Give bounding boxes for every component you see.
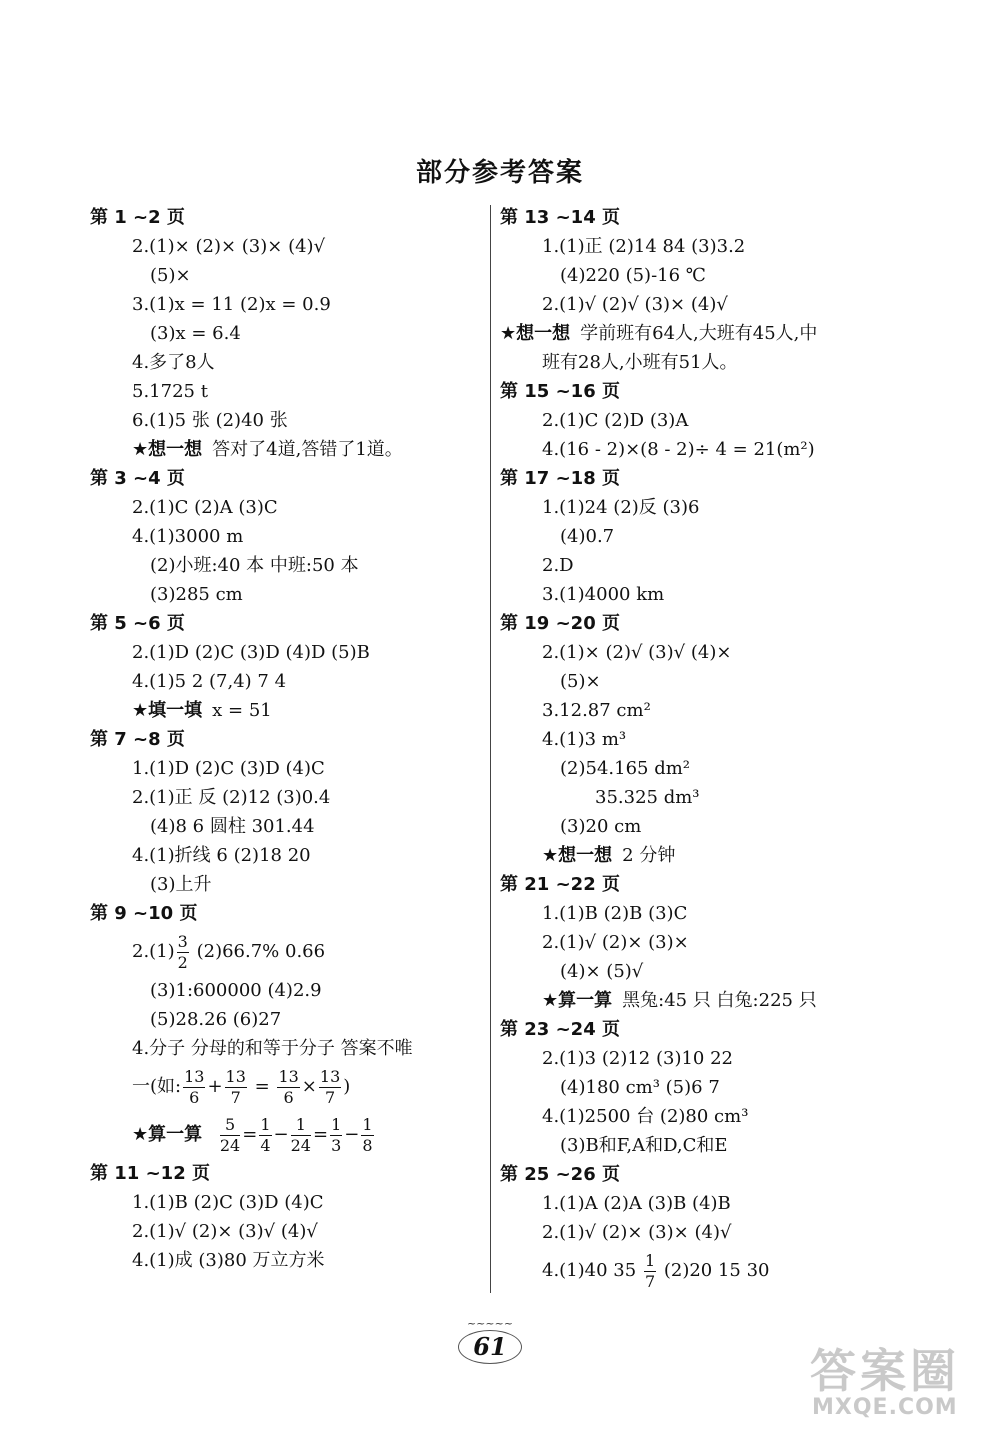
bonus-label: ★算一算: [132, 1124, 203, 1145]
numerator: 1: [362, 1114, 373, 1134]
answer-line: 1.(1)正 (2)14 84 (3)3.2: [542, 236, 746, 257]
answer-line: (3)20 cm: [560, 816, 642, 837]
denominator: 24: [219, 1135, 241, 1155]
page-title: 部分参考答案: [415, 158, 584, 188]
answer-line: (4)× (5)√: [560, 961, 644, 982]
bonus-label: ★填一填: [132, 700, 203, 721]
answer-line: (3)285 cm: [150, 584, 243, 605]
answer-line: 2.(1)正 反 (2)12 (3)0.4: [132, 787, 331, 808]
answer-line: 5.1725 t: [132, 381, 208, 402]
section-heading: 第 7 ~8 页: [90, 729, 185, 750]
answer-line: (3)x = 6.4: [150, 323, 241, 344]
answer-line: 2.(1)D (2)C (3)D (4)D (5)B: [132, 642, 370, 663]
bonus-text: 学前班有64人,大班有45人,中: [580, 323, 818, 344]
answer-line: 4.(1)3000 m: [132, 526, 244, 547]
page-number-badge: [455, 1318, 525, 1368]
answer-line: (2)54.165 dm²: [560, 758, 691, 779]
answer-line: (3)上升: [150, 874, 212, 895]
answer-line: 2.(1)√ (2)× (3)√ (4)√: [132, 1221, 318, 1242]
answer-line: 4.(1)折线 6 (2)18 20: [132, 845, 311, 866]
bonus-label: ★想一想: [542, 845, 613, 866]
answer-line: 1.(1)A (2)A (3)B (4)B: [542, 1193, 731, 1214]
denominator: 6: [283, 1087, 294, 1107]
numerator: 13: [278, 1066, 299, 1086]
answer-suffix: (2)66.7% 0.66: [196, 941, 326, 962]
answer-line: (2)小班:40 本 中班:50 本: [150, 555, 359, 576]
section-heading: 第 19 ~20 页: [500, 613, 620, 634]
numerator: 13: [319, 1066, 341, 1086]
answer-line: 4.(16 - 2)×(8 - 2)÷ 4 = 21(m²): [542, 439, 815, 460]
answer-line: (3)B和F,A和D,C和E: [560, 1135, 728, 1156]
answer-line: 1.(1)D (2)C (3)D (4)C: [132, 758, 325, 779]
fraction: [330, 1114, 342, 1155]
denominator: 2: [177, 952, 188, 972]
answer-line-fraction: [500, 1247, 920, 1295]
denominator: 7: [324, 1087, 336, 1107]
numerator: 5: [220, 1117, 240, 1136]
numerator: 13: [225, 1066, 246, 1086]
section-heading: 第 1 ~2 页: [90, 207, 185, 228]
answer-line: (5)28.26 (6)27: [150, 1009, 282, 1030]
section-heading: 第 15 ~16 页: [500, 381, 620, 402]
fraction: [183, 1066, 205, 1107]
answer-line: 4.多了8人: [132, 352, 215, 373]
answer-line: 2.(1)× (2)√ (3)√ (4)×: [542, 642, 732, 663]
left-column: [90, 203, 510, 1275]
bonus-text-continued: 班有28人,小班有51人。: [542, 352, 738, 373]
answer-line: 4.(1)3 m³: [542, 729, 627, 750]
answer-line: 2.(1)√ (2)× (3)× (4)√: [542, 1222, 732, 1243]
fraction: [219, 1114, 241, 1155]
answer-line: 4.分子 分母的和等于分子 答案不唯: [132, 1038, 413, 1059]
denominator: 7: [230, 1087, 241, 1107]
answer-line: 6.(1)5 张 (2)40 张: [132, 410, 288, 431]
answer-line: 2.(1)√ (2)× (3)×: [542, 932, 689, 953]
answer-line: (3)1:600000 (4)2.9: [150, 980, 322, 1001]
answer-line: 2.D: [542, 555, 574, 576]
answer-line: (5)×: [560, 671, 601, 692]
answer-line: 2.(1)√ (2)√ (3)× (4)√: [542, 294, 728, 315]
bonus-answer: ★算一算 $\frac{5}{24}$ = $\frac{1}{4}$ − $\frac{1}{24}$ = $\frac{1}{3}$ − $\frac{1}{8}$: [132, 1114, 373, 1155]
bonus-label: ★算一算: [542, 990, 613, 1011]
bonus-answer: [90, 435, 510, 464]
watermark-logo: 答案圈: [810, 1344, 960, 1398]
section-heading: 第 5 ~6 页: [90, 613, 185, 634]
denominator: 24: [290, 1135, 311, 1155]
fraction: [361, 1114, 373, 1155]
answer-line: 3.(1)4000 km: [542, 584, 665, 605]
answer-line: 4.(1)2500 台 (2)80 cm³: [542, 1106, 749, 1127]
section-heading: 第 17 ~18 页: [500, 468, 620, 489]
bonus-answer: [90, 696, 510, 725]
right-column: [500, 203, 920, 1295]
fraction: [644, 1250, 656, 1291]
bonus-answer: [500, 841, 920, 870]
answer-line: (5)×: [150, 265, 191, 286]
bonus-label: ★想一想: [500, 323, 571, 344]
bonus-label: ★想一想: [132, 439, 203, 460]
section-heading: 第 11 ~12 页: [90, 1163, 210, 1184]
numerator: 1: [260, 1114, 271, 1134]
bonus-text: 黑兔:45 只 白兔:225 只: [622, 990, 817, 1011]
answer-line: (4)0.7: [560, 526, 615, 547]
denominator: 3: [331, 1135, 342, 1155]
answer-line: 1.(1)24 (2)反 (3)6: [542, 497, 700, 518]
fraction: [177, 931, 189, 972]
answer-line-fraction: [90, 928, 510, 976]
answer-line: (4)220 (5)-16 ℃: [560, 265, 706, 286]
bonus-text: 2 分钟: [622, 845, 676, 866]
answer-line: (4)8 6 圆柱 301.44: [150, 816, 315, 837]
answer-prefix: 4.(1)40 35: [542, 1260, 637, 1281]
numerator: 1: [291, 1117, 311, 1136]
section-heading: 第 13 ~14 页: [500, 207, 620, 228]
answer-line-fraction-equation: 一(如: $\frac{13}{6}$ + $\frac{13}{7}$ = $\frac{13}{6}$ × $\frac{13}{7}$ ): [132, 1066, 351, 1107]
numerator: 1: [331, 1114, 342, 1134]
page-ornament: ~~~~~: [466, 1317, 514, 1330]
bonus-text: 答对了4道,答错了1道。: [212, 439, 403, 460]
answer-line: (4)180 cm³ (5)6 7: [560, 1077, 720, 1098]
bonus-answer: [500, 319, 920, 348]
denominator: 7: [644, 1271, 656, 1291]
numerator: 1: [644, 1250, 656, 1270]
section-heading: 第 25 ~26 页: [500, 1164, 620, 1185]
answer-line: 4.(1)5 2 (7,4) 7 4: [132, 671, 287, 692]
page-number: 61: [458, 1330, 522, 1364]
fraction: [319, 1066, 341, 1107]
answer-line: 3.(1)x = 11 (2)x = 0.9: [132, 294, 331, 315]
numerator: 3: [177, 931, 188, 951]
denominator: 8: [362, 1135, 373, 1155]
answer-suffix: ): [343, 1076, 351, 1097]
fraction: [259, 1114, 271, 1155]
section-heading: 第 23 ~24 页: [500, 1019, 620, 1040]
answer-line: 1.(1)B (2)B (3)C: [542, 903, 688, 924]
denominator: 4: [260, 1135, 271, 1155]
answer-suffix: (2)20 15 30: [663, 1260, 770, 1281]
section-heading: 第 21 ~22 页: [500, 874, 620, 895]
bonus-text: x = 51: [212, 700, 272, 721]
watermark-url: MXQE.COM: [812, 1395, 958, 1420]
answer-line: 3.12.87 cm²: [542, 700, 651, 721]
bonus-answer: [500, 986, 920, 1015]
fraction: [277, 1066, 299, 1107]
answer-line: 2.(1)C (2)A (3)C: [132, 497, 278, 518]
answer-line: 1.(1)B (2)C (3)D (4)C: [132, 1192, 324, 1213]
answer-prefix: 一(如:: [132, 1076, 182, 1097]
answer-prefix: 2.(1): [132, 941, 175, 962]
answer-line: 2.(1)3 (2)12 (3)10 22: [542, 1048, 733, 1069]
answer-line: 35.325 dm³: [595, 787, 700, 808]
section-heading: 第 3 ~4 页: [90, 468, 185, 489]
denominator: 6: [189, 1087, 200, 1107]
answer-line: 2.(1)× (2)× (3)× (4)√: [132, 236, 326, 257]
fraction: [225, 1066, 247, 1107]
answer-line: 4.(1)成 (3)80 万立方米: [132, 1250, 325, 1271]
fraction: [290, 1114, 311, 1155]
section-heading: 第 9 ~10 页: [90, 903, 198, 924]
answer-line: 2.(1)C (2)D (3)A: [542, 410, 689, 431]
numerator: 13: [184, 1066, 205, 1086]
